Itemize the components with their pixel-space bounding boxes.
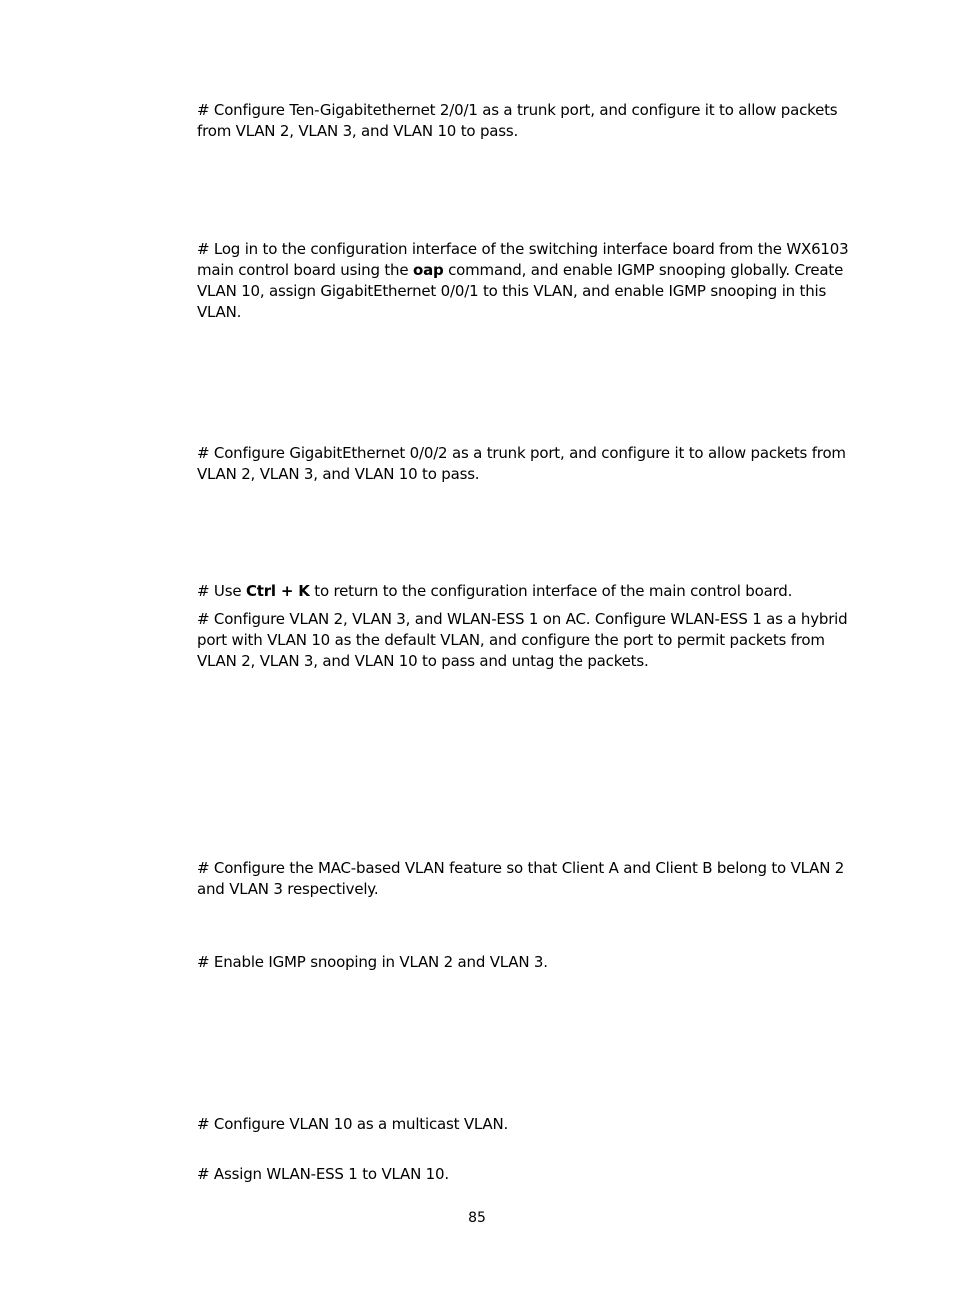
paragraph-trunk-ten-gigabit: # Configure Ten-Gigabitethernet 2/0/1 as a trunk port, and configure it to allow packets from VLAN 2, VLAN 3, and VLAN 10 to pass. xyxy=(197,101,838,140)
page-number: 85 xyxy=(468,1210,486,1226)
paragraph-mac-based-vlan: # Configure the MAC-based VLAN feature so that Client A and Client B belong to VLAN 2 and VLAN 3 respectively. xyxy=(197,859,845,898)
paragraph-ctrl-k: # Use Ctrl + K to return to the configuration interface of the main control board. xyxy=(197,582,793,600)
paragraph-trunk-gigabit: # Configure GigabitEthernet 0/0/2 as a trunk port, and configure it to allow packets from VLAN 2, VLAN 3, and VLAN 10 to pass. xyxy=(197,444,846,483)
paragraph-oap-igmp-snooping: # Log in to the configuration interface of the switching interface board from the WX6103 main control board using the oap command, and enable IGMP snooping globally. Create VLAN 10, assign GigabitEthernet 0/0/1 to this VLAN, and enable IGMP snooping in this VLAN. xyxy=(197,240,849,321)
paragraph-enable-igmp: # Enable IGMP snooping in VLAN 2 and VLAN 3. xyxy=(197,953,548,971)
command-oap: oap xyxy=(412,261,444,279)
paragraph-multicast-vlan: # Configure VLAN 10 as a multicast VLAN. xyxy=(197,1115,509,1133)
keystroke-ctrl-k: Ctrl + K xyxy=(245,582,310,600)
paragraph-assign-wlan-ess: # Assign WLAN-ESS 1 to VLAN 10. xyxy=(197,1165,449,1183)
paragraph-wlan-ess-hybrid: # Configure VLAN 2, VLAN 3, and WLAN-ESS 1 on AC. Configure WLAN-ESS 1 as a hybrid port with VLAN 10 as the default VLAN, and configure the port to permit packets from VLAN 2, VLAN 3, and VLAN 10 to pass and untag the packets. xyxy=(197,610,848,670)
